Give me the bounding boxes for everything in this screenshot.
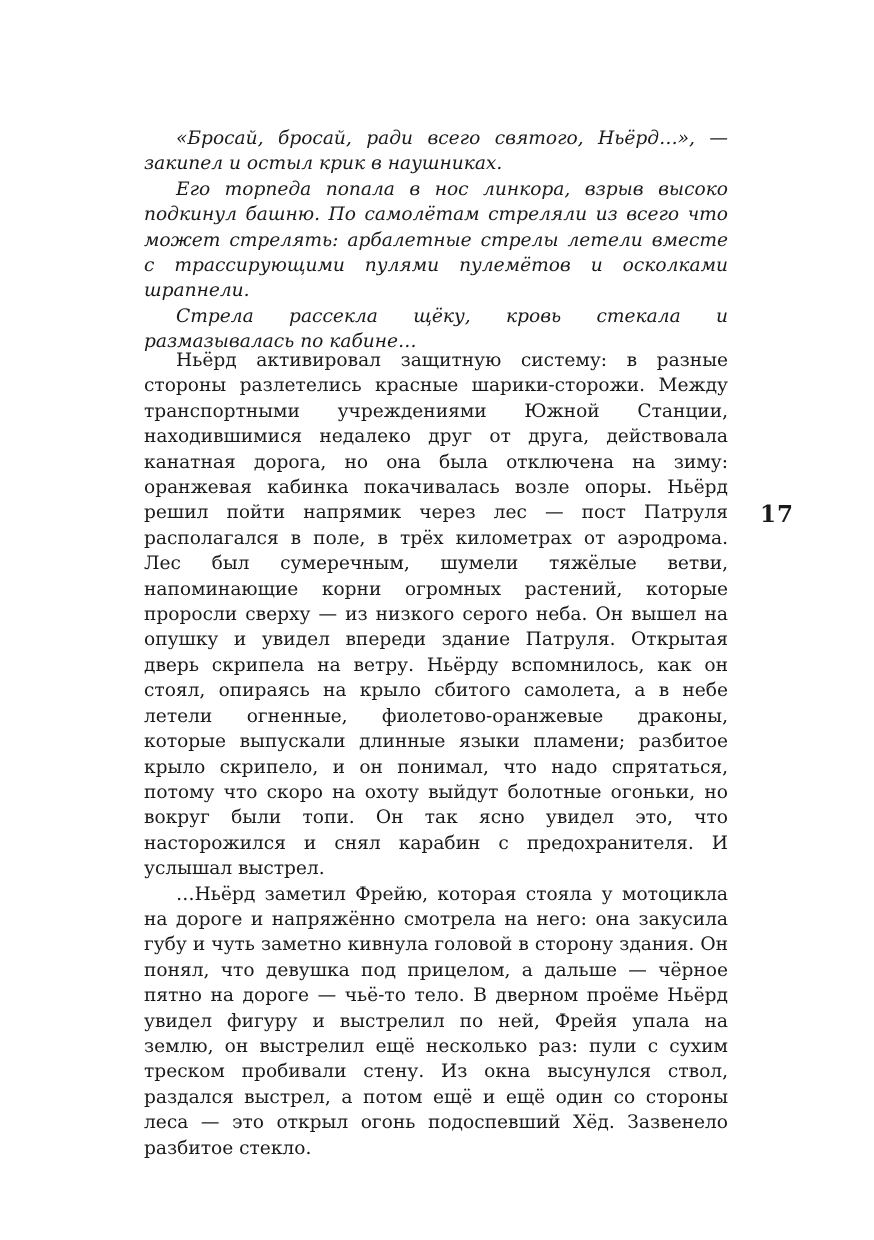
body-paragraph: …Ньёрд заметил Фрейю, которая стояла у мотоцикла на дороге и напряжённо смотрела на него: она закусила губу и чуть заметно кивнула головой в сторону здания. Он понял, что девушка под прицелом, а дальше — чёрное пятно на дороге — чьё-то тело. В дверном проёме Ньёрд увидел фигуру и выстрелил по ней, Фрейя упала на землю, он выстрелил ещё несколько раз: пули с сухим треском пробивали стену. Из окна высунулся ствол, раздался выстрел, а потом ещё и ещё один со стороны леса — это открыл огонь подоспевший Хёд. Зазвенело разбитое стекло. <box>144 883 728 1159</box>
italic-paragraph: Его торпеда попала в нос линкора, взрыв высоко подкинул башню. По самолётам стреляли из всего что может стрелять: арбалетные стрелы летели вместе с трассирующими пулями пулемётов и осколками шрапнели. <box>144 178 728 302</box>
page-number: 17 <box>760 501 795 528</box>
body-paragraph: Ньёрд активировал защитную систему: в разные стороны разлетелись красные шарики-сторожи. Между транспортными учреждениями Южной Станции, находившимися недалеко друг от друга, действовала канатная дорога, но она была отключена на зиму: оранжевая кабинка покачивалась возле опоры. Ньёрд решил пойти напрямик через лес — пост Патруля располагался в поле, в трёх километрах от аэродрома. Лес был сумеречным, шумели тяжёлые ветви, напоминающие корни огромных растений, которые проросли сверху — из низкого серого неба. Он вышел на опушку и увидел впереди здание Патруля. Открытая дверь скрипела на ветру. Ньёрду вспомнилось, как он стоял, опираясь на крыло сбитого самолета, а в небе летели огненные, фиолетово-оранжевые драконы, которые выпускали длинные языки пламени; разбитое крыло скрипело, и он понимал, что надо спрятаться, потому что скоро на охоту выйдут болотные огоньки, но вокруг были топи. Он так ясно увидел это, что насторожился и снял карабин с предохранителя. И услышал выстрел. <box>144 350 728 880</box>
italic-passage <box>144 126 728 355</box>
italic-paragraph: Стрела рассекла щёку, кровь стекала и размазывалась по кабине… <box>144 305 728 353</box>
italic-paragraph: «Бросай, бросай, ради всего святого, Ньёрд…», — закипел и остыл крик в наушниках. <box>144 128 728 175</box>
main-text <box>144 348 728 1161</box>
